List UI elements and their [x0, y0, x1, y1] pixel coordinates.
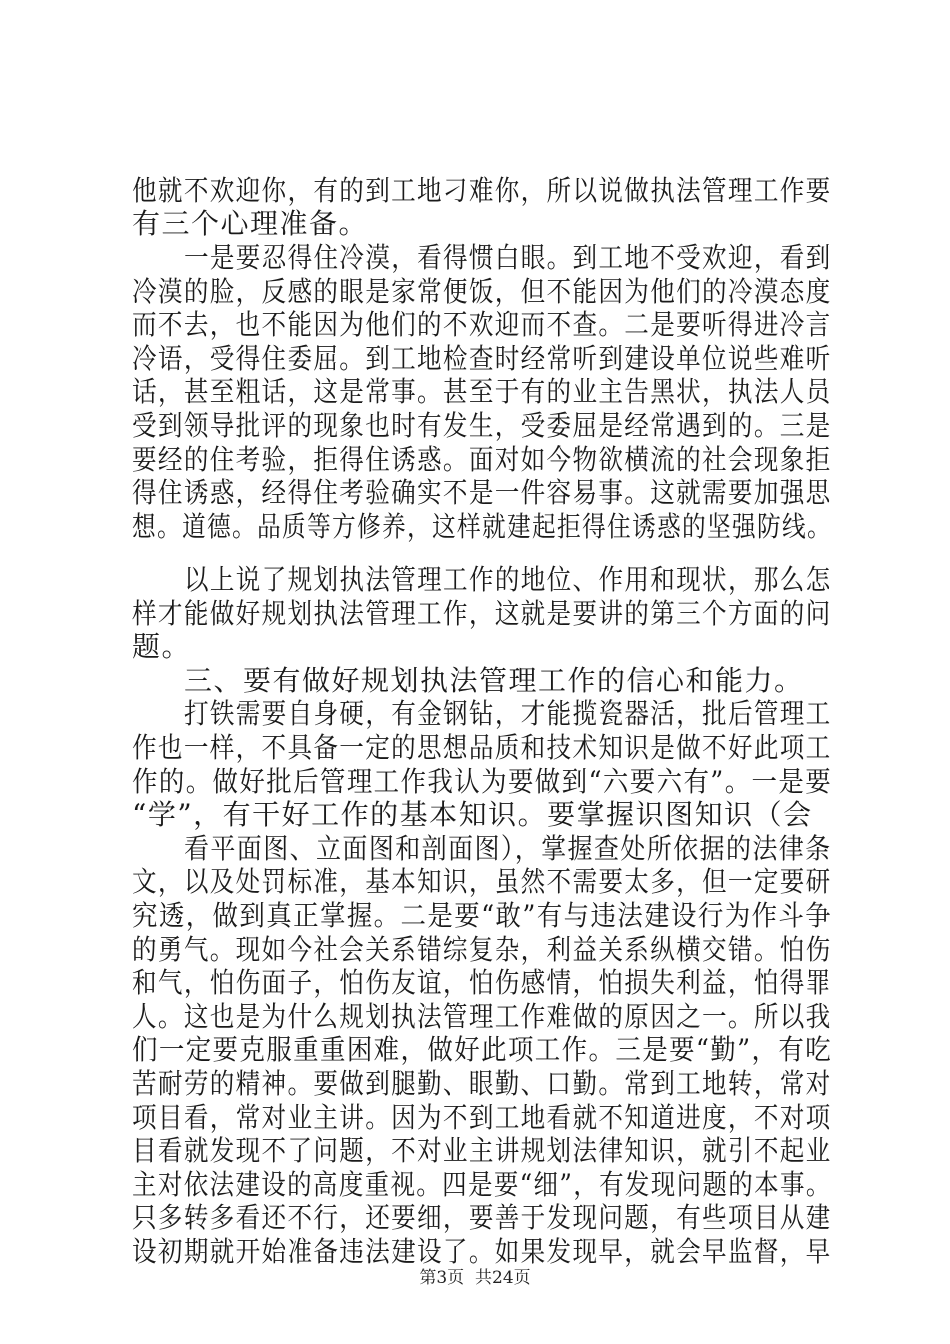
page-total: 共24页 [475, 1268, 531, 1288]
page-footer [0, 1267, 950, 1289]
text-line: 和气，怕伤面子，怕伤友谊，怕伤感情，怕损失利益，怕得罪 [132, 966, 832, 999]
text-line: 受到领导批评的现象也时有发生，受委屈是经常遇到的。三是 [132, 409, 832, 442]
text-line: 的勇气。现如今社会关系错综复杂，利益关系纵横交错。怕伤 [132, 933, 832, 966]
text-line: 设初期就开始准备违法建设了。如果发现早，就会早监督，早 [132, 1235, 832, 1268]
text-line: 冷漠的脸，反感的眼是家常便饭，但不能因为他们的冷漠态度 [132, 275, 832, 308]
text-line: 作也一样，不具备一定的思想品质和技术知识是做不好此项工 [132, 731, 832, 764]
text-line: 文，以及处罚标准，基本知识，虽然不需要太多，但一定要研 [132, 865, 832, 898]
text-line: 样才能做好规划执法管理工作，这就是要讲的第三个方面的问 [132, 597, 832, 630]
text-line: 们一定要克服重重困难，做好此项工作。三是要“勤”，有吃 [132, 1033, 833, 1066]
text-line: 看平面图、立面图和剖面图），掌握查处所依据的法律条 [184, 832, 832, 865]
text-line: 题。 [132, 630, 192, 663]
text-line: 要经的住考验，拒得住诱惑。面对如今物欲横流的社会现象拒 [132, 443, 832, 476]
text-line: 主对依法建设的高度重视。四是要“细”，有发现问题的本事。 [132, 1168, 832, 1201]
text-line: 只多转多看还不行，还要细，要善于发现问题，有些项目从建 [132, 1201, 832, 1234]
text-line: 话，甚至粗话，这是常事。甚至于有的业主告黑状，执法人员 [132, 375, 832, 408]
text-line: 目看就发现不了问题，不对业主讲规划法律知识，就引不起业 [132, 1134, 832, 1167]
text-line: 以上说了规划执法管理工作的地位、作用和现状，那么怎 [184, 563, 832, 596]
text-line: 苦耐劳的精神。要做到腿勤、眼勤、口勤。常到工地转，常对 [132, 1067, 832, 1100]
text-line: 得住诱惑，经得住考验确实不是一件容易事。这就需要加强思 [132, 476, 832, 509]
text-line: 作的。做好批后管理工作我认为要做到“六要六有”。一是要 [132, 765, 833, 798]
text-line: 一是要忍得住冷漠，看得惯白眼。到工地不受欢迎，看到 [184, 241, 832, 274]
text-line: 人。这也是为什么规划执法管理工作难做的原因之一。所以我 [132, 1000, 832, 1033]
section-heading: 三、要有做好规划执法管理工作的信心和能力。 [184, 664, 804, 697]
text-line: 究透，做到真正掌握。二是要“敢”有与违法建设行为作斗争 [132, 899, 833, 932]
text-line: 冷语，受得住委屈。到工地检查时经常听到建设单位说些难听 [132, 342, 832, 375]
text-line: 有三个心理准备。 [132, 207, 369, 240]
text-line: “学”，有干好工作的基本知识。要掌握识图知识（会 [132, 798, 813, 831]
text-line: 他就不欢迎你，有的到工地刁难你，所以说做执法管理工作要 [132, 174, 832, 207]
text-line: 项目看，常对业主讲。因为不到工地看就不知道进度，不对项 [132, 1101, 832, 1134]
text-line: 而不去，也不能因为他们的不欢迎而不查。二是要听得进冷言 [132, 308, 832, 341]
page-number: 第3页 [419, 1268, 465, 1288]
text-line: 想。道德。品质等方修养，这样就建起拒得住诱惑的坚强防线。 [132, 510, 833, 543]
text-line: 打铁需要自身硬，有金钢钻，才能揽瓷器活，批后管理工 [184, 697, 832, 730]
